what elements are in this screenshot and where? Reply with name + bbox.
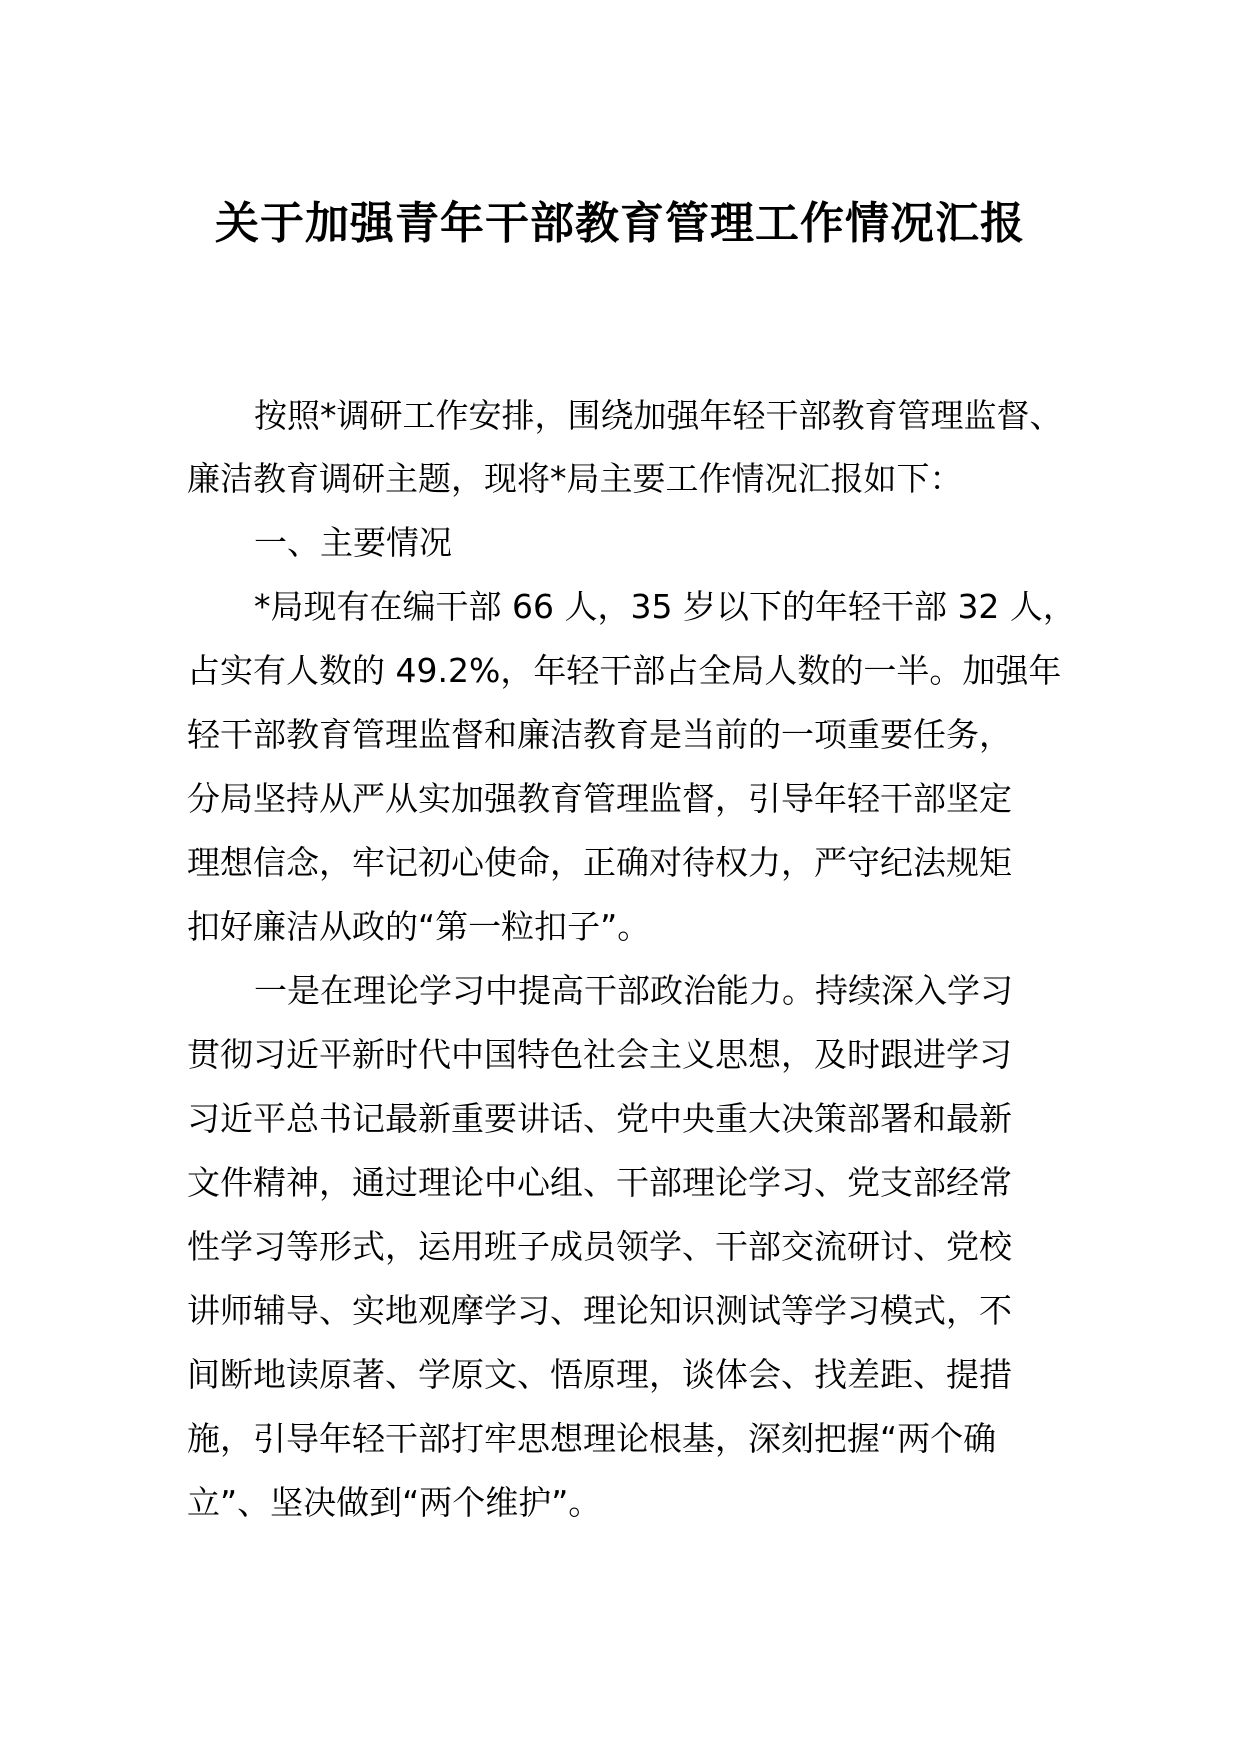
paragraph-line: 按照*调研工作安排，围绕加强年轻干部教育管理监督、 (254, 396, 1063, 435)
paragraph-line: 讲师辅导、实地观摩学习、理论知识测试等学习模式，不 (187, 1291, 1012, 1330)
paragraph-line: 理想信念，牢记初心使命，正确对待权力，严守纪法规矩 (187, 843, 1012, 882)
document-title: 关于加强青年干部教育管理工作情况汇报 (215, 198, 1025, 249)
paragraph-line: 占实有人数的 49.2%，年轻干部占全局人数的一半。加强年 (187, 651, 1062, 690)
paragraph-line: 立”、坚决做到“两个维护”。 (187, 1483, 602, 1522)
paragraph-line: 文件精神，通过理论中心组、干部理论学习、党支部经常 (187, 1163, 1012, 1202)
paragraph-line: 施，引导年轻干部打牢思想理论根基，深刻把握“两个确 (187, 1419, 997, 1458)
paragraph-line: 一是在理论学习中提高干部政治能力。持续深入学习 (254, 971, 1013, 1010)
paragraph-line: 轻干部教育管理监督和廉洁教育是当前的一项重要任务， (187, 715, 1012, 754)
paragraph-line: 习近平总书记最新重要讲话、党中央重大决策部署和最新 (187, 1099, 1012, 1138)
paragraph-line: 廉洁教育调研主题，现将*局主要工作情况汇报如下： (187, 459, 963, 498)
paragraph-line: *局现有在编干部 66 人，35 岁以下的年轻干部 32 人， (254, 587, 1076, 626)
paragraph-line: 性学习等形式，运用班子成员领学、干部交流研讨、党校 (187, 1227, 1012, 1266)
paragraph-line: 扣好廉洁从政的“第一粒扣子”。 (187, 907, 651, 946)
paragraph-line: 贯彻习近平新时代中国特色社会主义思想，及时跟进学习 (187, 1035, 1012, 1074)
section-heading: 一、主要情况 (254, 523, 452, 562)
paragraph-line: 分局坚持从严从实加强教育管理监督，引导年轻干部坚定 (187, 779, 1012, 818)
paragraph-line: 间断地读原著、学原文、悟原理，谈体会、找差距、提措 (187, 1355, 1012, 1394)
